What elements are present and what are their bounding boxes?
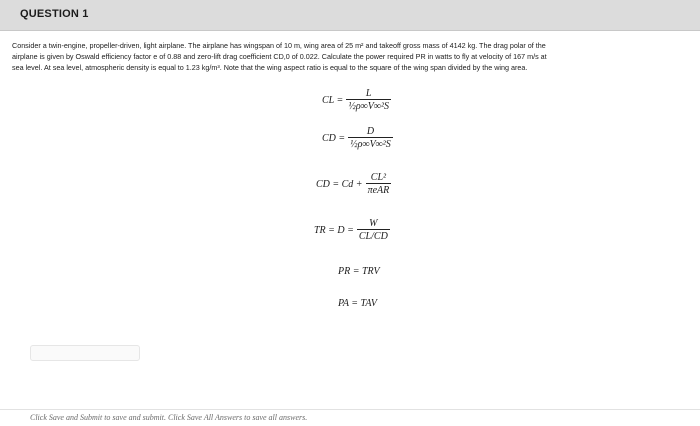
question-header: [0, 0, 700, 31]
tr-numerator: W: [369, 218, 378, 229]
cl-numerator: L: [365, 88, 372, 99]
thrust-required-equation: [314, 218, 390, 242]
question-text: [12, 40, 696, 73]
tr-denominator: CL/CD: [358, 231, 388, 242]
question-title: QUESTION 1: [20, 8, 89, 20]
answer-input[interactable]: [30, 345, 140, 361]
cd-denominator: ½ρ∞V∞²S: [350, 139, 391, 150]
power-available-equation: PA = TAV: [338, 298, 378, 309]
drag-polar-equation: [316, 172, 391, 196]
tr-fraction: [357, 218, 390, 242]
cd-lhs: CD =: [322, 132, 346, 144]
cl-lhs: CL =: [322, 94, 344, 106]
cd-numerator: D: [366, 126, 375, 137]
tr-lhs: TR = D =: [314, 224, 354, 236]
footer-divider: [0, 409, 700, 410]
save-submit-hint: Click Save and Submit to save and submit. Click Save All Answers to save all answers.: [30, 413, 308, 422]
cl-fraction: [346, 88, 391, 112]
drag-coefficient-equation: [322, 126, 393, 150]
polar-fraction: [366, 172, 392, 196]
polar-lhs: CD = Cd +: [316, 178, 363, 190]
polar-denominator: πeAR: [367, 185, 390, 196]
cl-denominator: ½ρ∞V∞²S: [348, 101, 389, 112]
cd-fraction: [348, 126, 393, 150]
question-text-line-3: sea level. At sea level, atmospheric density is equal to 1.23 kg/m³. Note that the wing aspect ratio is equal to the square of the wing span divided by the wing area.: [12, 63, 528, 72]
power-required-equation: PR = TRV: [338, 266, 380, 277]
polar-numerator: CL²: [370, 172, 387, 183]
question-text-line-1: Consider a twin-engine, propeller-driven, light airplane. The airplane has wingspan of 10 m, wing area of 25 m² and takeoff gross mass of 4142 kg. The drag polar of the: [12, 41, 546, 50]
lift-coefficient-equation: [322, 88, 391, 112]
question-text-line-2: airplane is given by Oswald efficiency factor e of 0.88 and zero-lift drag coefficient CD,0 of 0.022. Calculate the power required PR in watts to fly at velocity of 167 m/s at: [12, 52, 547, 61]
